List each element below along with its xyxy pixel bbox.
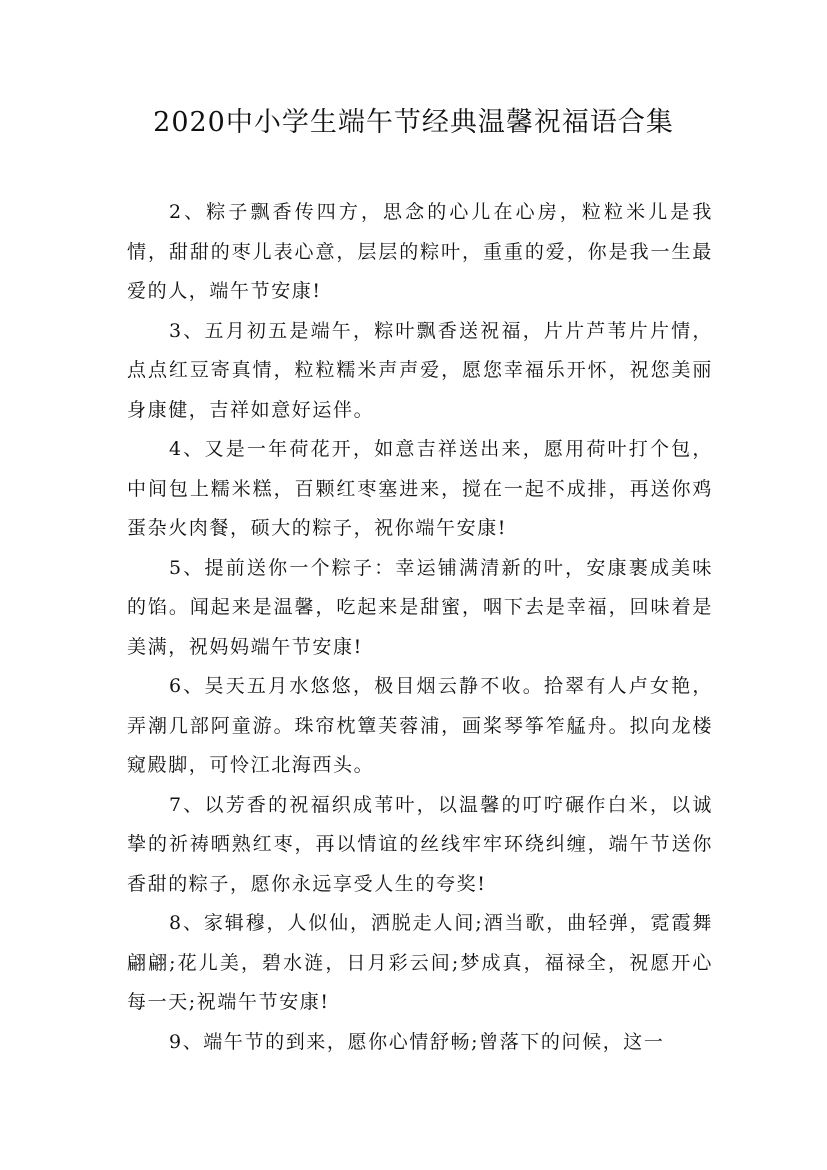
paragraph: 3、五月初五是端午，粽叶飘香送祝福，片片芦苇片片情，点点红豆寄真情，粒粒糯米声声爱，愿您幸福乐开怀，祝您美丽身康健，吉祥如意好运伴。 bbox=[127, 319, 713, 421]
document-body bbox=[127, 193, 713, 1062]
paragraph: 4、又是一年荷花开，如意吉祥送出来，愿用荷叶打个包，中间包上糯米糕，百颗红枣塞进来，搅在一起不成排，再送你鸡蛋杂火肉餐，硕大的粽子，祝你端午安康! bbox=[127, 438, 713, 539]
paragraph: 2、粽子飘香传四方，思念的心儿在心房，粒粒米儿是我情，甜甜的枣儿表心意，层层的粽叶，重重的爱，你是我一生最爱的人，端午节安康! bbox=[127, 201, 713, 302]
paragraph: 8、家辑穆，人似仙，洒脱走人间;酒当歌，曲轻弹，霓霞舞翩翩;花儿美，碧水涟，日月彩云间;梦成真，福禄全，祝愿开心每一天;祝端午节安康! bbox=[127, 912, 713, 1013]
paragraph: 7、以芳香的祝福织成苇叶，以温馨的叮咛碾作白米，以诚挚的祈祷晒熟红枣，再以情谊的丝线牢牢环绕纠缠，端午节送你香甜的粽子，愿你永远享受人生的夸奖! bbox=[127, 793, 713, 895]
paragraph: 9、端午节的到来，愿你心情舒畅;曾落下的问候，这一 bbox=[169, 1030, 665, 1053]
paragraph: 5、提前送你一个粽子：幸运铺满清新的叶，安康裹成美味的馅。闻起来是温馨，吃起来是甜蜜，咽下去是幸福，回味着是美满，祝妈妈端午节安康! bbox=[127, 556, 713, 658]
document-title: 2020中小学生端午节经典温馨祝福语合集 bbox=[153, 107, 674, 138]
paragraph: 6、吴天五月水悠悠，极目烟云静不收。拾翠有人卢女艳，弄潮几部阿童游。珠帘枕簟芙蓉浦，画桨琴筝笮艋舟。拟向龙楼窥殿脚，可怜江北海西头。 bbox=[127, 675, 713, 776]
